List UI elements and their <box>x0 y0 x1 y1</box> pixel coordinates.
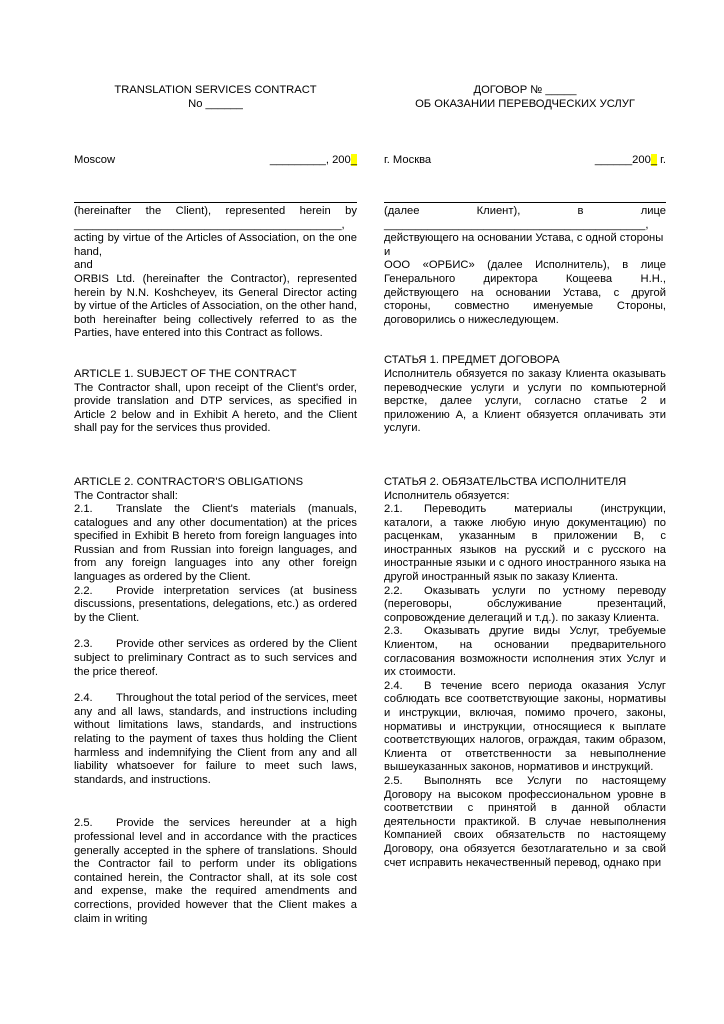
contract-title-en <box>74 84 357 154</box>
clause-2-1-ru: 2.1. Переводить материалы (инструкции, каталоги, а также любую иную документацию) по расценкам, указанным в приложении В, с иностранных языков на русский и с русского на иностранные языки и с одного иностранного языка на другой иностранный язык по заказу Клиента. <box>384 503 666 584</box>
russian-column <box>384 0 666 870</box>
client-paragraph-en: (hereinafter the Client), represented herein by ___________________________________________, <box>74 205 357 231</box>
acting-paragraph-en: acting by virtue of the Articles of Association, on the one hand, <box>74 232 357 258</box>
contract-number-en: No ______ <box>188 97 243 110</box>
clause-2-5-ru: 2.5. Выполнять все Услуги по настоящему Договору на высоком профессиональном уровне в соответствии с принятой в данной области деятельности практикой. В случае невыполнения Компанией своих обязательств по настоящему Договору, она обязуется безотлагательно и за свой счет исправить некачественный перевод, однако при <box>384 774 666 869</box>
acting-paragraph-ru: действующего на основании Устава, с одной стороны <box>384 232 664 245</box>
article2-intro-ru: Исполнитель обязуется: <box>384 489 510 502</box>
contract-title-ru <box>384 84 666 154</box>
article1-heading-en: ARTICLE 1. SUBJECT OF THE CONTRACT <box>74 367 297 380</box>
city-en: Moscow <box>74 154 116 166</box>
title-line-en: TRANSLATION SERVICES CONTRACT <box>114 84 317 96</box>
clause-2-3-ru: 2.3. Оказывать другие виды Услуг, требуемые Клиентом, на основании предварительного согласования возможности исполнения этих Услуг и их стоимости. <box>384 625 666 679</box>
clause-2-1-en: 2.1. Translate the Client's materials (manuals, catalogues and any other documentation) at the prices specified in Exhibit B hereto from foreign languages into Russian and from Russian into foreign languages, and from any foreign languages into any other foreign languages as ordered by the Client. <box>74 503 357 584</box>
article2-intro-en: The Contractor shall: <box>74 489 178 502</box>
clause-2-2-en: 2.2. Provide interpretation services (at business discussions, presentations, delegations, etc.) as ordered by the Client. <box>74 584 357 624</box>
title-line-ru: ДОГОВОР № _____ <box>473 84 577 96</box>
article1-text-en: The Contractor shall, upon receipt of the Client's order, provide translation and DTP services, as specified in Article 2 below and in Exhibit A hereto, and the Client shall pay for the services thus provided. <box>74 381 357 435</box>
client-paragraph-ru: (далее Клиент), в лице __________________________________________, <box>384 205 666 231</box>
clause-2-4-en: 2.4. Throughout the total period of the services, meet any and all laws, standards, and instructions including without limitations laws, standards, and instructions relating to the payment of taxes thus holding the Client harmless and indemnifying the Client from any and all liability whatsoever for failure to meet such laws, standards, and instructions. <box>74 692 357 786</box>
orbis-paragraph-en: ORBIS Ltd. (hereinafter the Contractor), represented herein by N.N. Koshcheyev, its General Director acting by virtue of the Articles of Association, on the other hand, both hereinafter being collectively referred to as the Parties, have entered into this Contract as follows. <box>74 272 357 340</box>
client-name-line-ru <box>384 188 666 203</box>
clause-2-3-en: 2.3. Provide other services as ordered by the Client subject to preliminary Contract as to such services and the price thereof. <box>74 638 357 678</box>
english-column <box>74 0 357 926</box>
place-date-ru <box>384 154 666 168</box>
client-name-line-en <box>74 188 357 203</box>
clause-2-2-ru: 2.2. Оказывать услуги по устному переводу (переговоры, обслуживание презентаций, сопровождение делегаций и т.д.). по заказу Клиента. <box>384 584 666 624</box>
clause-2-4-ru: 2.4. В течение всего периода оказания Услуг соблюдать все соответствующие законы, нормативы и инструкции, включая, помимо прочего, законы, нормативы и инструкции, относящиеся к выплате соответствующих налогов, ограждая, таким образом, Клиента от ответственности за невыполнение вышеуказанных законов, нормативов и инструкций. <box>384 679 666 774</box>
city-ru: г. Москва <box>384 154 432 166</box>
place-date-en <box>74 154 357 168</box>
and-en: and <box>74 259 93 272</box>
contract-subtitle-ru: ОБ ОКАЗАНИИ ПЕРЕВОДЧЕСКИХ УСЛУГ <box>415 97 635 110</box>
article2-heading-en: ARTICLE 2. CONTRACTOR'S OBLIGATIONS <box>74 475 304 488</box>
orbis-paragraph-ru: ООО «ОРБИС» (далее Исполнитель), в лице Генерального директора Кощеева Н.Н., действующего на основании Устава, с другой стороны, совместно именуемые Стороны, договорились о нижеследующем. <box>384 259 666 326</box>
article2-heading-ru: СТАТЬЯ 2. ОБЯЗАТЕЛЬСТВА ИСПОЛНИТЕЛЯ <box>384 475 627 488</box>
and-ru: и <box>384 245 391 258</box>
date-en: _________, 200_ <box>269 154 357 166</box>
date-ru: ______200_ г. <box>594 154 666 166</box>
article1-heading-ru: СТАТЬЯ 1. ПРЕДМЕТ ДОГОВОРА <box>384 354 560 367</box>
article1-text-ru: Исполнитель обязуется по заказу Клиента оказывать переводческие услуги и услуги по компьютерной верстке, далее услуги, согласно статье 2 и приложению А, а Клиент обязуется оплачивать эти услуги. <box>384 367 666 435</box>
clause-2-5-en: 2.5. Provide the services hereunder at a high professional level and in accordance with the practices generally accepted in the sphere of translations. Should the Contractor fail to perform under its obligations contained herein, the Contractor shall, at its sole cost and expense, make the required amendments and corrections, provided however that the Client makes a claim in writing <box>74 817 357 925</box>
